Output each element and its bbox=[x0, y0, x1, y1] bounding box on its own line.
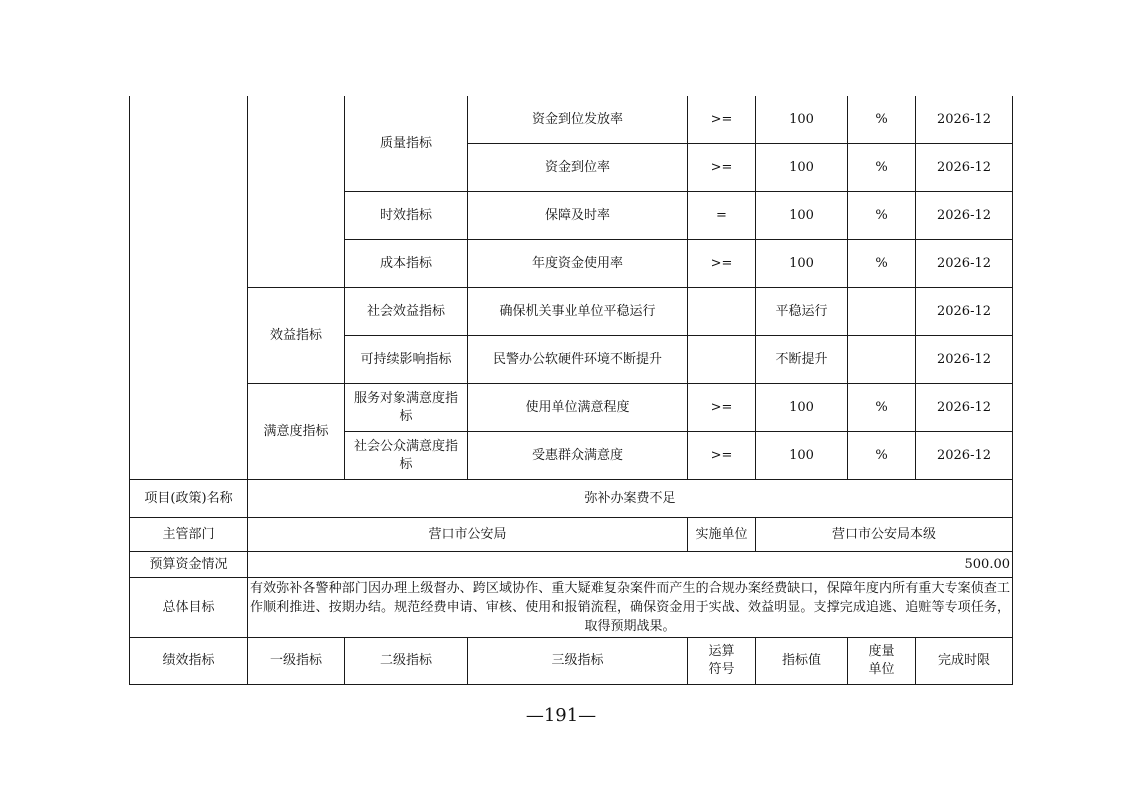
level3-indicator: 资金到位发放率 bbox=[468, 96, 688, 144]
indicator-value: 100 bbox=[756, 144, 848, 192]
deadline: 2026-12 bbox=[916, 144, 1013, 192]
budget-value: 500.00 bbox=[248, 552, 1013, 578]
unit-header bbox=[848, 638, 916, 685]
unit-header-line2: 单位 bbox=[868, 662, 895, 677]
measure-unit: % bbox=[848, 192, 916, 240]
performance-table bbox=[129, 96, 1013, 685]
indicator-value: 100 bbox=[756, 96, 848, 144]
perf-indicator-blank-cell bbox=[130, 96, 248, 480]
level3-indicator: 民警办公软硬件环境不断提升 bbox=[468, 336, 688, 384]
measure-unit: % bbox=[848, 144, 916, 192]
project-name-label: 项目(政策)名称 bbox=[130, 480, 248, 518]
project-name-value: 弥补办案费不足 bbox=[248, 480, 1013, 518]
measure-unit: % bbox=[848, 384, 916, 432]
indicator-value: 100 bbox=[756, 384, 848, 432]
indicator-value: 100 bbox=[756, 432, 848, 480]
measure-unit: % bbox=[848, 240, 916, 288]
overall-goal-text: 有效弥补各警种部门因办理上级督办、跨区域协作、重大疑难复杂案件而产生的合规办案经费缺口，保障年度内所有重大专案侦查工作顺利推进、按期办结。规范经费申请、审核、使用和报销流程，确保资金用于实战、效益明显。支撑完成追逃、追赃等专项任务，取得预期战果。 bbox=[248, 578, 1013, 638]
level2-indicator: 服务对象满意度指标 bbox=[345, 384, 468, 432]
level3-indicator: 确保机关事业单位平稳运行 bbox=[468, 288, 688, 336]
implementing-unit-value: 营口市公安局本级 bbox=[756, 518, 1013, 552]
level3-indicator: 年度资金使用率 bbox=[468, 240, 688, 288]
value-header: 指标值 bbox=[756, 638, 848, 685]
operator bbox=[688, 336, 756, 384]
deadline-header: 完成时限 bbox=[916, 638, 1013, 685]
level2-indicator: 可持续影响指标 bbox=[345, 336, 468, 384]
measure-unit: % bbox=[848, 432, 916, 480]
measure-unit bbox=[848, 336, 916, 384]
satisfaction-indicator-label: 满意度指标 bbox=[248, 384, 345, 480]
quality-indicator-label: 质量指标 bbox=[345, 96, 468, 192]
indicator-value: 不断提升 bbox=[756, 336, 848, 384]
deadline: 2026-12 bbox=[916, 96, 1013, 144]
table-row bbox=[130, 96, 1013, 144]
overall-goal-label: 总体目标 bbox=[130, 578, 248, 638]
level1-header: 一级指标 bbox=[248, 638, 345, 685]
deadline: 2026-12 bbox=[916, 384, 1013, 432]
operator: >= bbox=[688, 432, 756, 480]
level2-header: 二级指标 bbox=[345, 638, 468, 685]
level3-indicator: 受惠群众满意度 bbox=[468, 432, 688, 480]
operator: >= bbox=[688, 240, 756, 288]
benefit-indicator-label: 效益指标 bbox=[248, 288, 345, 384]
deadline: 2026-12 bbox=[916, 288, 1013, 336]
level3-indicator: 资金到位率 bbox=[468, 144, 688, 192]
measure-unit: % bbox=[848, 96, 916, 144]
operator: >= bbox=[688, 144, 756, 192]
deadline: 2026-12 bbox=[916, 336, 1013, 384]
implementing-unit-label: 实施单位 bbox=[688, 518, 756, 552]
operator bbox=[688, 288, 756, 336]
deadline: 2026-12 bbox=[916, 432, 1013, 480]
level2-indicator: 社会公众满意度指标 bbox=[345, 432, 468, 480]
table-row bbox=[130, 288, 1013, 336]
operator: >= bbox=[688, 384, 756, 432]
page-number: —191— bbox=[525, 705, 597, 726]
budget-label: 预算资金情况 bbox=[130, 552, 248, 578]
supervising-dept-value: 营口市公安局 bbox=[248, 518, 688, 552]
budget-row bbox=[130, 552, 1013, 578]
goal-row bbox=[130, 578, 1013, 638]
measure-unit bbox=[848, 288, 916, 336]
deadline: 2026-12 bbox=[916, 240, 1013, 288]
level2-indicator: 成本指标 bbox=[345, 240, 468, 288]
indicator-value: 100 bbox=[756, 240, 848, 288]
indicator-value: 平稳运行 bbox=[756, 288, 848, 336]
department-row bbox=[130, 518, 1013, 552]
level1-blank-cell bbox=[248, 96, 345, 288]
level2-indicator: 时效指标 bbox=[345, 192, 468, 240]
header-row bbox=[130, 638, 1013, 685]
table-row bbox=[130, 384, 1013, 432]
operator: >= bbox=[688, 96, 756, 144]
level3-indicator: 保障及时率 bbox=[468, 192, 688, 240]
indicator-value: 100 bbox=[756, 192, 848, 240]
level3-header: 三级指标 bbox=[468, 638, 688, 685]
level2-indicator: 社会效益指标 bbox=[345, 288, 468, 336]
level3-indicator: 使用单位满意程度 bbox=[468, 384, 688, 432]
operator-header-line1: 运算 bbox=[708, 644, 735, 659]
operator-header bbox=[688, 638, 756, 685]
operator-header-line2: 符号 bbox=[708, 662, 735, 677]
deadline: 2026-12 bbox=[916, 192, 1013, 240]
perf-indicator-header: 绩效指标 bbox=[130, 638, 248, 685]
unit-header-line1: 度量 bbox=[868, 644, 895, 659]
supervising-dept-label: 主管部门 bbox=[130, 518, 248, 552]
project-row bbox=[130, 480, 1013, 518]
operator: = bbox=[688, 192, 756, 240]
